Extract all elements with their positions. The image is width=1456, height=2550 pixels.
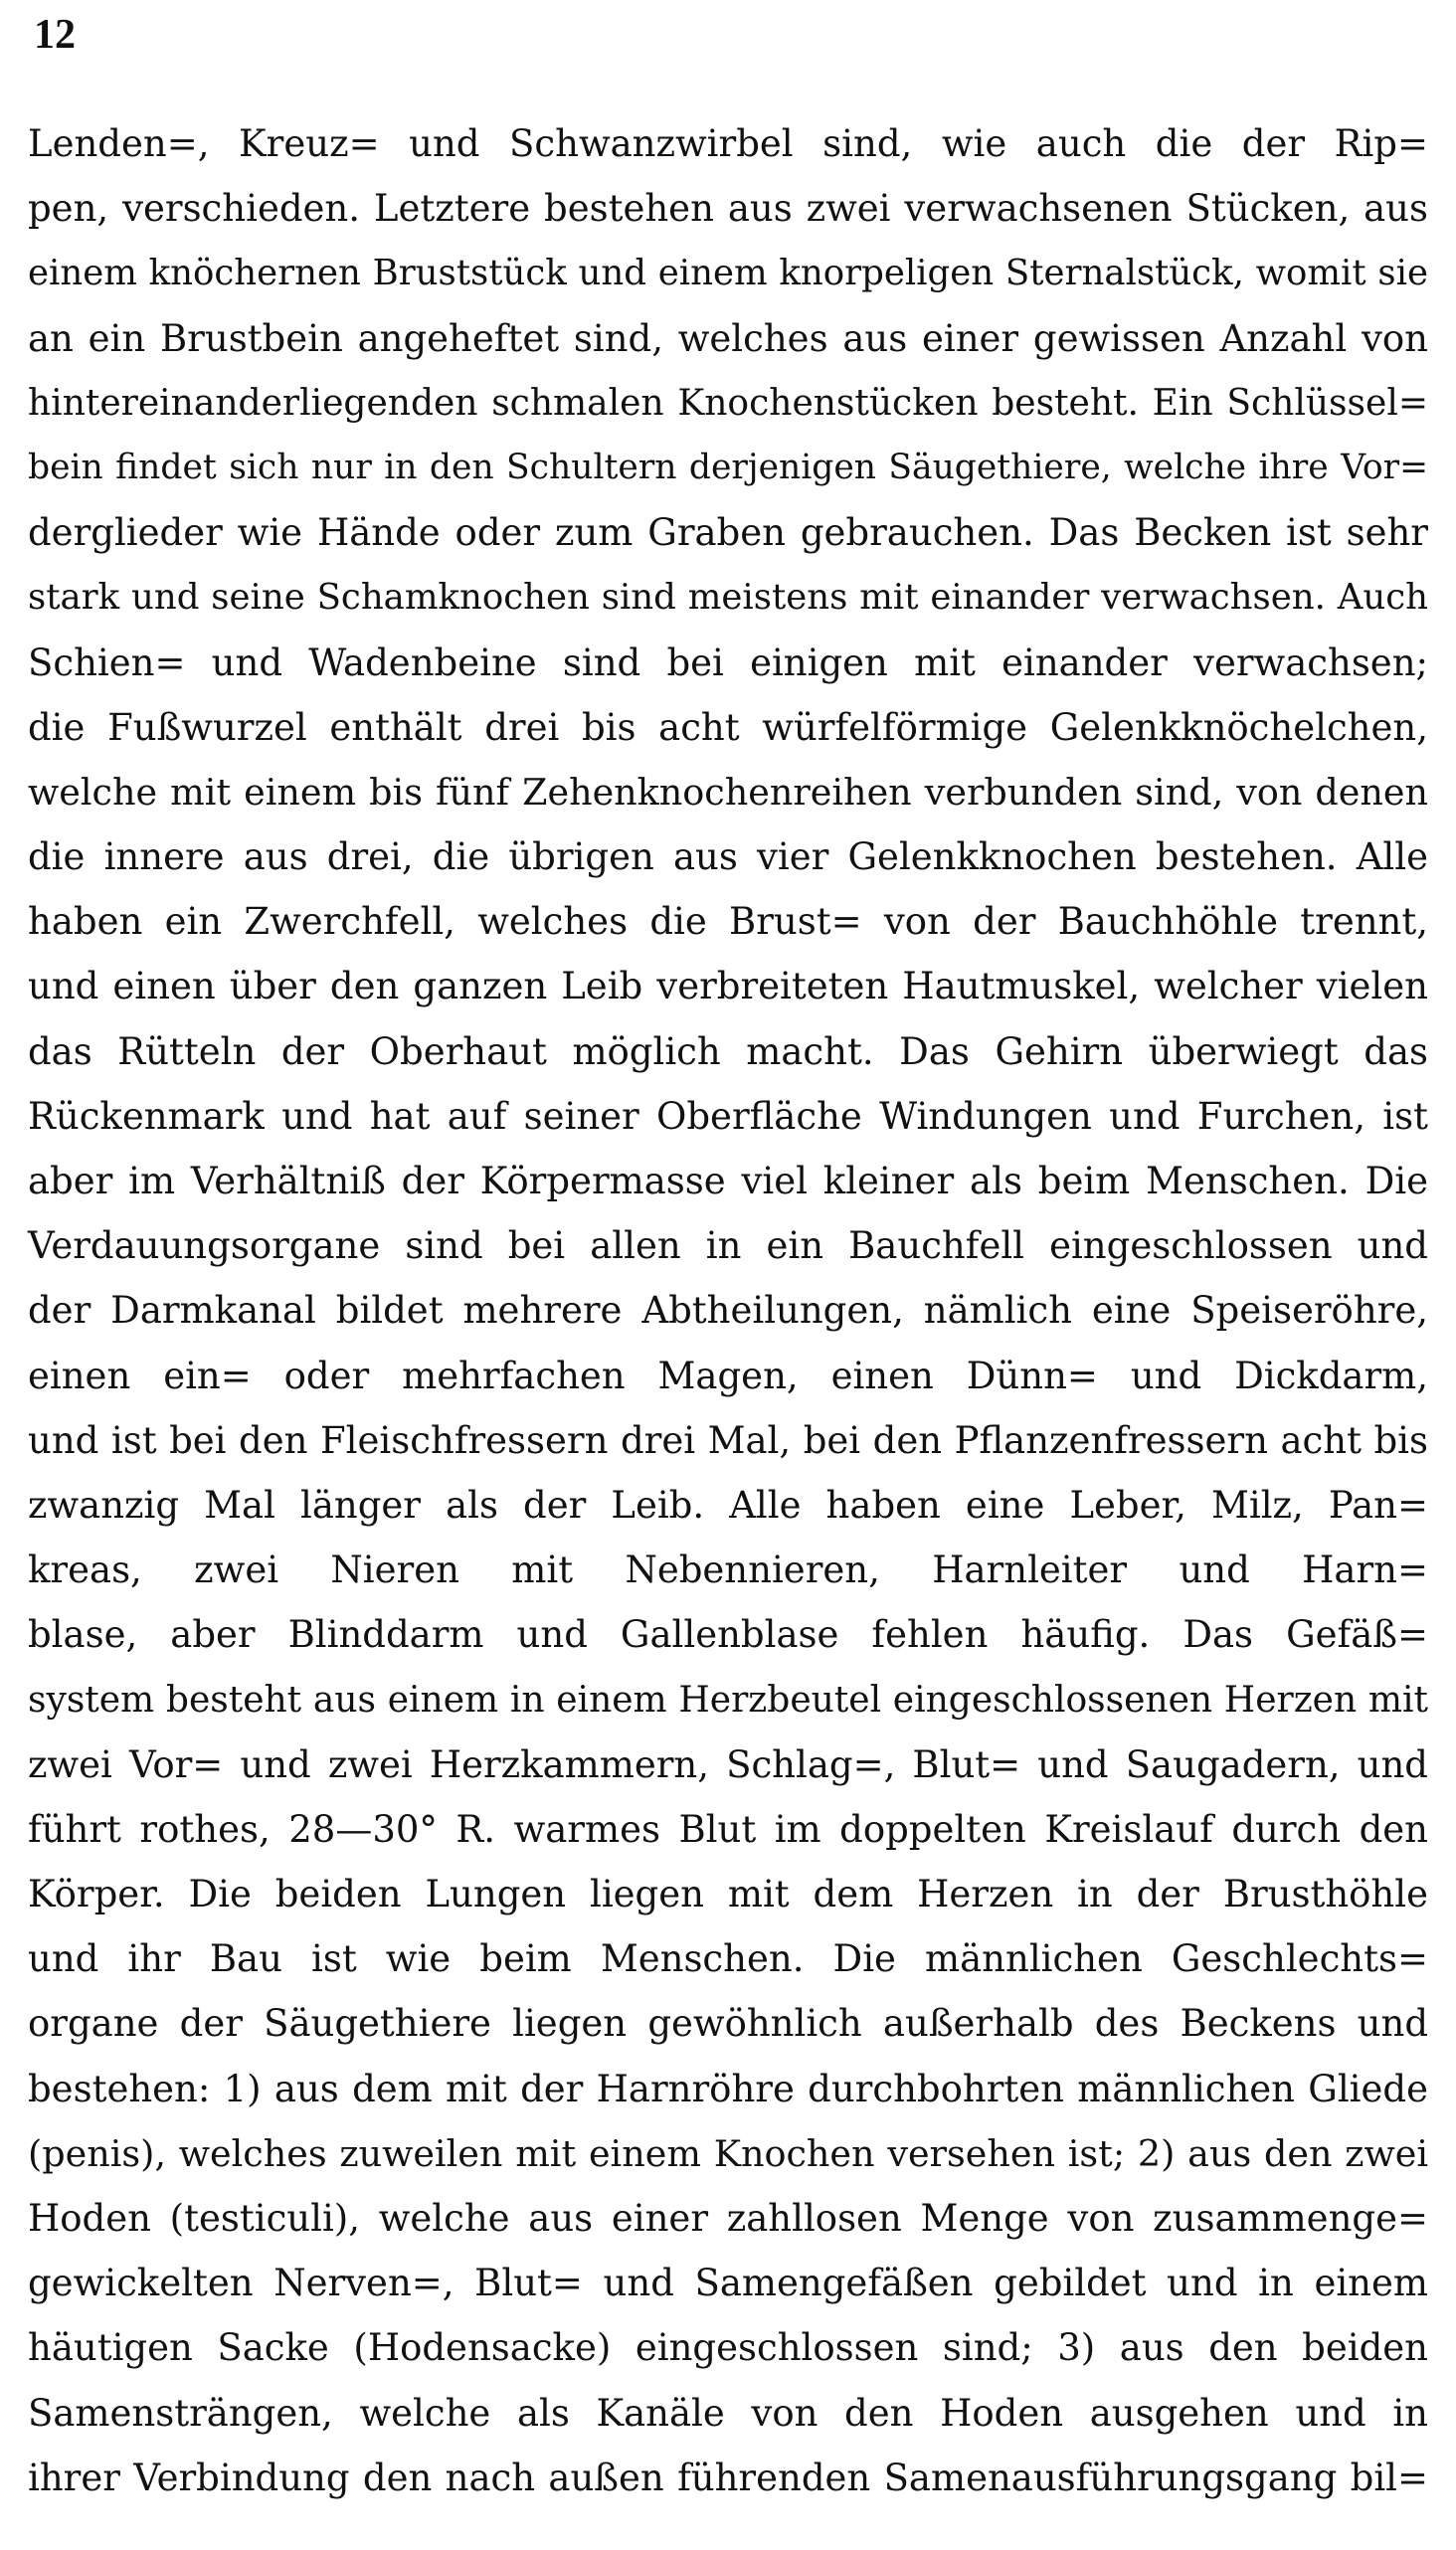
text-line: einem knöchernen Bruststück und einem knorpeligen Sternalstück, womit sie: [28, 253, 1428, 294]
text-line: organe der Säugethiere liegen gewöhnlich außerhalb des Beckens und: [28, 2002, 1428, 2046]
text-line: bein findet sich nur in den Schultern derjenigen Säugethiere, welche ihre Vor=: [28, 447, 1428, 487]
text-line: Verdauungsorgane sind bei allen in ein Bauchfell eingeschlossen und: [28, 1224, 1428, 1268]
text-line: gewickelten Nerven=, Blut= und Samengefäßen gebildet und in einem: [28, 2262, 1428, 2305]
text-line: das Rütteln der Oberhaut möglich macht. Das Gehirn überwiegt das: [28, 1029, 1428, 1073]
text-line: bestehen: 1) aus dem mit der Harnröhre durchbohrten männlichen Gliede: [28, 2067, 1428, 2110]
text-line: zwei Vor= und zwei Herzkammern, Schlag=, Blut= und Saugadern, und: [28, 1742, 1428, 1786]
body-text: [28, 111, 1428, 2510]
text-line: Lenden=, Kreuz= und Schwanzwirbel sind, wie auch die der Rip=: [28, 122, 1428, 165]
text-line: aber im Verhältniß der Körpermasse viel kleiner als beim Menschen. Die: [28, 1160, 1428, 1202]
text-line: kreas, zwei Nieren mit Nebennieren, Harnleiter und Harn=: [28, 1548, 1428, 1592]
text-line: die Fußwurzel enthält drei bis acht würfelförmige Gelenkknöchelchen,: [28, 705, 1428, 749]
text-line: Körper. Die beiden Lungen liegen mit dem Herzen in der Brusthöhle: [28, 1873, 1428, 1916]
text-line: und ist bei den Fleischfressern drei Mal, bei den Pflanzenfressern acht bis: [28, 1418, 1428, 1462]
text-line: häutigen Sacke (Hodensacke) eingeschlossen sind; 3) aus den beiden: [28, 2326, 1428, 2370]
text-line: ihrer Verbindung den nach außen führenden Samenausführungsgang bil=: [28, 2456, 1428, 2499]
text-line: haben ein Zwerchfell, welches die Brust= von der Bauchhöhle trennt,: [28, 900, 1428, 944]
text-line: hintereinanderliegenden schmalen Knochenstücken besteht. Ein Schlüssel=: [28, 382, 1428, 424]
text-line: Hoden (testiculi), welche aus einer zahllosen Menge von zusammenge=: [28, 2197, 1428, 2240]
text-line: führt rothes, 28—30° R. warmes Blut im doppelten Kreislauf durch den: [28, 1807, 1428, 1851]
text-line: an ein Brustbein angeheftet sind, welches aus einer gewissen Anzahl von: [28, 316, 1428, 360]
text-line: einen ein= oder mehrfachen Magen, einen Dünn= und Dickdarm,: [28, 1354, 1428, 1397]
text-line: und ihr Bau ist wie beim Menschen. Die männlichen Geschlechts=: [28, 1937, 1428, 1981]
text-line: welche mit einem bis fünf Zehenknochenreihen verbunden sind, von denen: [28, 770, 1428, 814]
text-line: system besteht aus einem in einem Herzbeutel eingeschlossenen Herzen mit: [28, 1679, 1428, 1721]
text-line: derglieder wie Hände oder zum Graben gebrauchen. Das Becken ist sehr: [28, 511, 1428, 555]
page-number: 12: [34, 12, 76, 58]
text-line: blase, aber Blinddarm und Gallenblase fehlen häufig. Das Gefäß=: [28, 1613, 1428, 1657]
text-line: und einen über den ganzen Leib verbreiteten Hautmuskel, welcher vielen: [28, 965, 1428, 1008]
text-line: (penis), welches zuweilen mit einem Knochen versehen ist; 2) aus den zwei: [28, 2131, 1428, 2175]
text-line: pen, verschieden. Letztere bestehen aus zwei verwachsenen Stücken, aus: [28, 187, 1428, 231]
text-line: Samensträngen, welche als Kanäle von den Hoden ausgehen und in: [28, 2391, 1428, 2435]
text-line: der Darmkanal bildet mehrere Abtheilungen, nämlich eine Speiseröhre,: [28, 1289, 1428, 1333]
text-line: zwanzig Mal länger als der Leib. Alle haben eine Leber, Milz, Pan=: [28, 1483, 1428, 1527]
text-line: Rückenmark und hat auf seiner Oberfläche Windungen und Furchen, ist: [28, 1094, 1428, 1138]
text-line: Schien= und Wadenbeine sind bei einigen mit einander verwachsen;: [28, 640, 1428, 684]
text-line: stark und seine Schamknochen sind meistens mit einander verwachsen. Auch: [28, 577, 1428, 619]
text-line: die innere aus drei, die übrigen aus vier Gelenkknochen bestehen. Alle: [28, 835, 1428, 879]
